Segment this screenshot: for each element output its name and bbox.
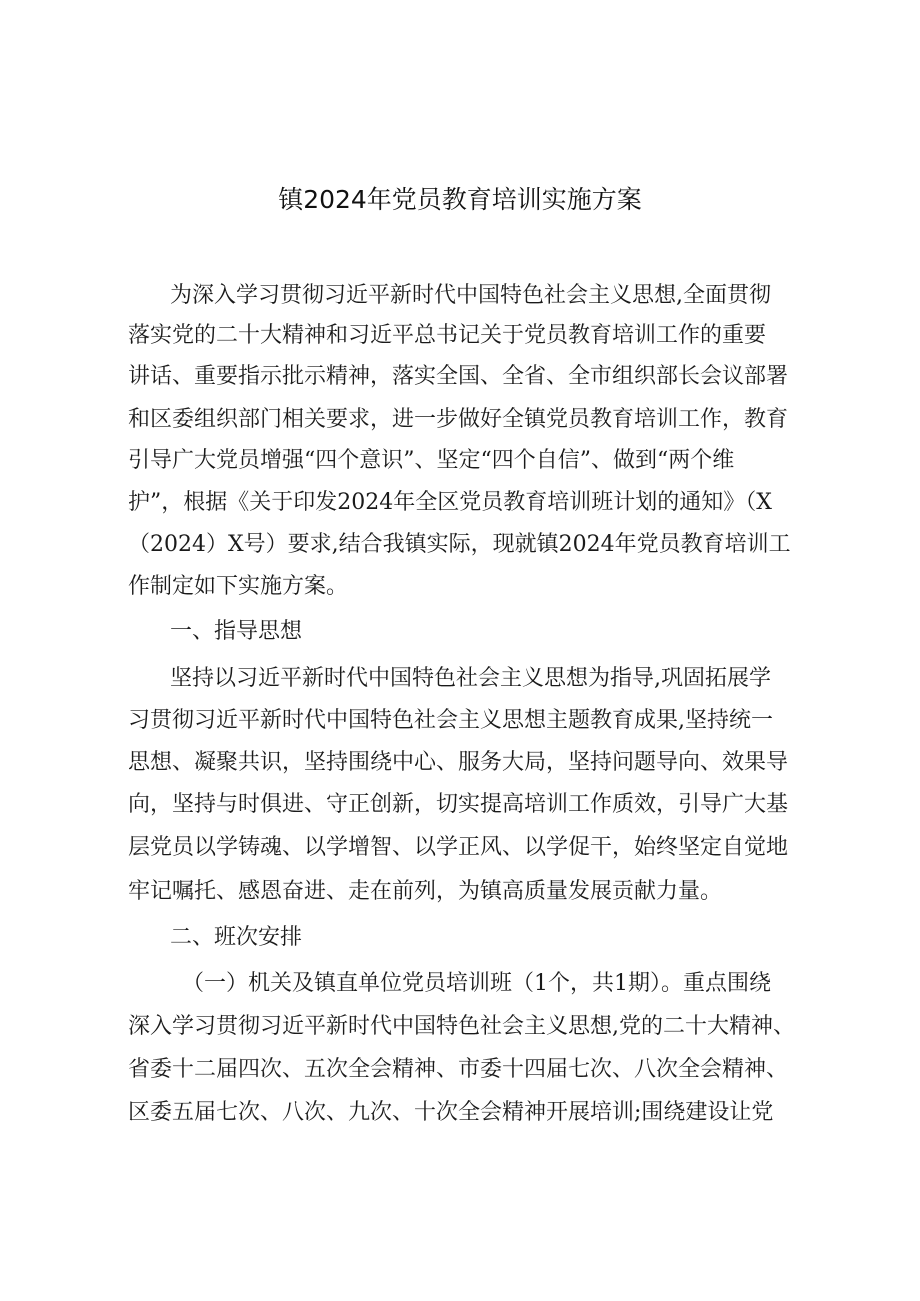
line-text: 向，坚持与时俱进、守正创新，切实提高培训工作质效，引导广大基	[128, 792, 789, 817]
line-text: （2024）X号）要求,结合我镇实际，现就镇2024年党员教育培训工	[128, 532, 791, 557]
heading-text: 一、指导思想	[170, 619, 303, 644]
paragraph-line	[0, 1007, 920, 1047]
heading-text: 二、班次安排	[170, 925, 303, 950]
line-text: 省委十二届四次、五次全会精神、市委十四届七次、八次全会精神、	[128, 1057, 789, 1082]
paragraph-line	[0, 357, 920, 397]
paragraph-line	[0, 872, 920, 912]
paragraph-line	[0, 1050, 920, 1090]
paragraph-line	[0, 441, 920, 481]
paragraph-line	[0, 567, 920, 607]
paragraph-line	[0, 701, 920, 741]
line-text: 深入学习贯彻习近平新时代中国特色社会主义思想,党的二十大精神、	[128, 1014, 795, 1039]
line-text: 区委五届七次、八次、九次、十次全会精神开展培训;围绕建设让党	[128, 1100, 774, 1125]
line-text: 为深入学习贯彻习近平新时代中国特色社会主义思想,全面贯彻	[170, 283, 771, 308]
paragraph-line	[0, 1093, 920, 1133]
line-text: 作制定如下实施方案。	[128, 574, 349, 599]
line-text: 坚持以习近平新时代中国特色社会主义思想为指导,巩固拓展学	[170, 666, 771, 691]
paragraph-line	[0, 785, 920, 825]
section-heading	[0, 918, 920, 958]
line-text: 牢记嘱托、感恩奋进、走在前列，为镇高质量发展贡献力量。	[128, 879, 723, 904]
line-text: 讲话、重要指示批示精神，落实全国、全省、全市组织部长会议部署	[128, 364, 789, 389]
paragraph-line	[0, 400, 920, 440]
paragraph-line	[0, 828, 920, 868]
paragraph-line	[0, 316, 920, 356]
document-title: 镇2024年党员教育培训实施方案	[278, 185, 642, 214]
line-text: （一）机关及镇直单位党员培训班（1个，共1期）。重点围绕	[182, 971, 771, 996]
paragraph-line	[0, 743, 920, 783]
paragraph-line	[0, 964, 920, 1004]
paragraph-line	[0, 525, 920, 565]
line-text: 和区委组织部门相关要求，进一步做好全镇党员教育培训工作，教育	[128, 407, 789, 432]
line-text: 思想、凝聚共识，坚持围绕中心、服务大局，坚持问题导向、效果导	[128, 750, 789, 775]
paragraph-line	[0, 659, 920, 699]
line-text: 习贯彻习近平新时代中国特色社会主义思想主题教育成果,坚持统一	[128, 708, 773, 733]
line-text: 引导广大党员增强“四个意识”、坚定“四个自信”、做到“两个维	[128, 448, 735, 473]
paragraph-line	[0, 276, 920, 316]
section-heading	[0, 612, 920, 652]
line-text: 层党员以学铸魂、以学增智、以学正风、以学促干，始终坚定自觉地	[128, 835, 789, 860]
line-text: 落实党的二十大精神和习近平总书记关于党员教育培训工作的重要	[128, 323, 767, 348]
line-text: 护”，根据《关于印发2024年全区党员教育培训班计划的通知》（X	[128, 490, 772, 515]
paragraph-line	[0, 483, 920, 523]
